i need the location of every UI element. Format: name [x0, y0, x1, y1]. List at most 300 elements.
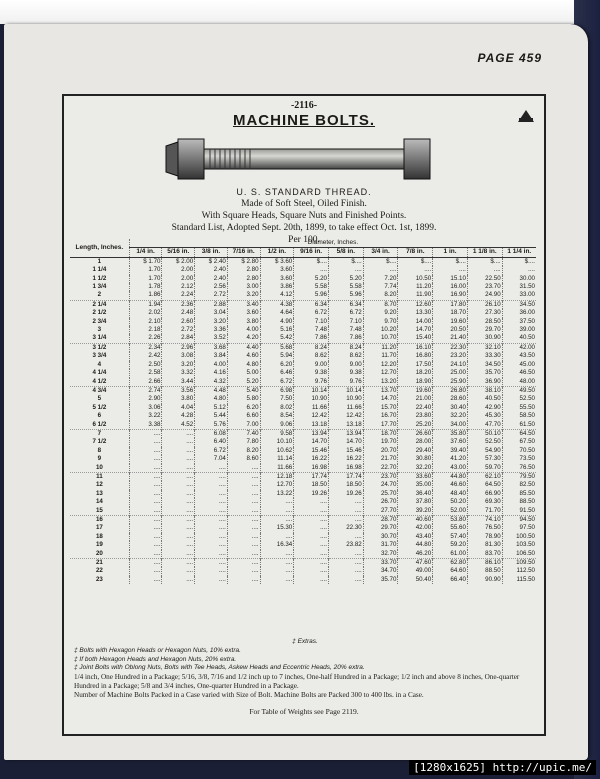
price-cell: 5.58 — [294, 283, 329, 291]
price-cell: .... — [162, 541, 195, 549]
length-cell: 4 3/4 — [70, 386, 129, 395]
price-cell: .... — [162, 576, 195, 584]
price-cell: 16.34 — [260, 541, 294, 549]
price-cell: .... — [227, 524, 260, 532]
length-cell: 11 — [70, 472, 129, 481]
price-cell: 9.76 — [328, 378, 363, 387]
price-cell: 3.00 — [227, 283, 260, 291]
price-cell: 73.50 — [502, 455, 536, 463]
price-cell: 3.04 — [195, 309, 228, 317]
price-cell: 52.50 — [467, 438, 502, 446]
price-cell: $ 1.70 — [129, 257, 162, 266]
price-cell: .... — [195, 524, 228, 532]
diameter-column-header: 7/16 in. — [227, 248, 260, 257]
price-cell: 33.70 — [363, 559, 398, 568]
price-cell: 38.10 — [467, 386, 502, 395]
price-cell: .... — [129, 559, 162, 568]
price-cell: 25.90 — [433, 378, 468, 387]
price-cell: 3.56 — [162, 386, 195, 395]
price-cell: .... — [129, 429, 162, 438]
diameter-column-header: 9/16 in. — [294, 248, 329, 257]
price-cell: 24.90 — [467, 291, 502, 300]
price-cell: 20.70 — [363, 447, 398, 455]
price-cell: .... — [195, 464, 228, 473]
diameter-column-header: 1 in. — [433, 248, 468, 257]
price-cell: 22.40 — [398, 404, 433, 412]
price-cell: .... — [195, 567, 228, 575]
price-cell: 5.20 — [294, 275, 329, 283]
diameter-column-header: 5/8 in. — [328, 248, 363, 257]
price-cell: .... — [129, 524, 162, 532]
price-cell: .... — [162, 490, 195, 498]
price-cell: 13.94 — [294, 429, 329, 438]
price-cell: 9.38 — [328, 369, 363, 377]
price-cell: 9.70 — [363, 318, 398, 326]
price-cell: 2.72 — [195, 291, 228, 300]
price-cell: 29.70 — [467, 326, 502, 334]
price-cell: 12.42 — [328, 412, 363, 420]
table-row — [70, 472, 536, 481]
price-cell: 11.20 — [398, 283, 433, 291]
price-cell: 97.50 — [502, 524, 536, 532]
table-row — [70, 533, 536, 541]
price-cell: 3.06 — [129, 404, 162, 412]
price-cell: 6.34 — [328, 300, 363, 309]
diameter-column-header: 3/8 in. — [195, 248, 228, 257]
price-cell: 1.86 — [129, 291, 162, 300]
price-cell: .... — [294, 576, 329, 584]
price-cell: .... — [294, 550, 329, 559]
price-cell: 28.50 — [467, 318, 502, 326]
price-cell: .... — [129, 447, 162, 455]
price-cell: 25.70 — [363, 490, 398, 498]
price-cell: $.... — [294, 257, 329, 266]
length-cell: 12 — [95, 481, 103, 489]
table-row — [70, 395, 536, 403]
price-cell: 3.38 — [129, 421, 162, 430]
price-cell: .... — [398, 266, 433, 274]
price-cell: 64.50 — [467, 481, 502, 489]
table-row — [70, 421, 536, 430]
table-row — [70, 318, 536, 326]
price-cell: 45.30 — [467, 412, 502, 420]
length-cell: 17 — [95, 524, 103, 532]
price-cell: 88.50 — [502, 498, 536, 506]
price-cell: .... — [195, 550, 228, 559]
price-cell: 69.30 — [467, 498, 502, 506]
price-cell: 103.50 — [502, 541, 536, 549]
price-cell: 21.40 — [433, 334, 468, 343]
price-cell: 2.66 — [129, 378, 162, 387]
price-cell: 34.50 — [502, 300, 536, 309]
price-cell: 11.90 — [398, 291, 433, 300]
table-row — [70, 283, 536, 291]
table-row — [70, 266, 536, 274]
price-cell: 40.60 — [398, 516, 433, 525]
price-cell: 61.50 — [502, 421, 536, 430]
price-cell: .... — [129, 576, 162, 584]
price-cell: 6.20 — [227, 404, 260, 412]
price-cell: 23.70 — [467, 283, 502, 291]
price-cell: 43.50 — [502, 352, 536, 360]
price-cell: 2.42 — [129, 352, 162, 360]
price-cell: 83.70 — [467, 550, 502, 559]
price-cell: $ 3.60 — [260, 257, 294, 266]
price-cell: 44.80 — [433, 472, 468, 481]
price-cell: 86.10 — [467, 559, 502, 568]
price-cell: 5.94 — [260, 352, 294, 360]
price-cell: .... — [260, 533, 294, 541]
price-cell: 78.90 — [467, 533, 502, 541]
price-cell: 45.00 — [502, 361, 536, 369]
price-cell: 13.18 — [328, 421, 363, 430]
price-cell: 35.70 — [467, 369, 502, 377]
price-cell: .... — [328, 516, 363, 525]
price-cell: 62.80 — [433, 559, 468, 568]
price-cell: 16.98 — [328, 464, 363, 473]
price-cell: 12.18 — [260, 472, 294, 481]
price-cell: 5.76 — [195, 421, 228, 430]
price-cell: 2.58 — [129, 369, 162, 377]
price-cell: .... — [328, 559, 363, 568]
spec-line: Standard List, Adopted Sept. 20th, 1899, to take effect Oct. 1st, 1899. — [171, 223, 437, 233]
price-cell: 5.20 — [227, 378, 260, 387]
price-cell: 11.66 — [260, 464, 294, 473]
price-cell: 36.00 — [502, 309, 536, 317]
price-cell: 4.52 — [162, 421, 195, 430]
price-cell: 15.10 — [433, 275, 468, 283]
price-cell: 3.20 — [227, 291, 260, 300]
price-cell: 2.80 — [227, 275, 260, 283]
price-cell: 4.16 — [195, 369, 228, 377]
price-cell: 34.00 — [433, 421, 468, 430]
price-cell: 32.70 — [363, 550, 398, 559]
price-cell: 14.00 — [398, 318, 433, 326]
extras-label: ‡ Extras. — [292, 638, 318, 645]
brand-logo-icon — [516, 108, 536, 126]
price-cell: .... — [162, 507, 195, 516]
price-cell: 11.66 — [328, 404, 363, 412]
price-cell: 2.12 — [162, 283, 195, 291]
price-cell: 50.40 — [398, 576, 433, 584]
price-cell: 2.48 — [162, 309, 195, 317]
price-cell: 24.10 — [433, 361, 468, 369]
price-cell: 13.94 — [328, 429, 363, 438]
price-cell: 13.18 — [294, 421, 329, 430]
length-cell: 15 — [95, 506, 103, 514]
price-cell: 14.70 — [363, 395, 398, 403]
length-cell: 1 3/4 — [92, 283, 107, 291]
price-cell: 17.74 — [294, 472, 329, 481]
price-cell: 10.14 — [328, 386, 363, 395]
price-cell: .... — [328, 550, 363, 559]
length-cell: 5 1/2 — [92, 403, 107, 411]
table-row — [70, 412, 536, 420]
price-cell: 64.60 — [433, 567, 468, 575]
price-cell: .... — [294, 567, 329, 575]
price-cell: 15.30 — [260, 524, 294, 532]
price-cell: 8.20 — [363, 291, 398, 300]
price-cell: .... — [227, 507, 260, 516]
price-cell: .... — [129, 464, 162, 473]
price-cell: 90.90 — [467, 576, 502, 584]
price-cell: 31.50 — [502, 283, 536, 291]
price-cell: 4.32 — [195, 378, 228, 387]
table-row — [70, 550, 536, 559]
price-cell: 52.00 — [433, 507, 468, 516]
price-cell: 1.94 — [129, 300, 162, 309]
price-cell: 26.70 — [363, 498, 398, 506]
price-cell: 32.20 — [433, 412, 468, 420]
price-cell: 25.20 — [398, 421, 433, 430]
price-cell: 43.00 — [433, 464, 468, 473]
price-cell: .... — [129, 567, 162, 575]
price-cell: 5.00 — [227, 369, 260, 377]
table-row — [70, 326, 536, 334]
price-cell: 54.90 — [467, 447, 502, 455]
price-cell: $.... — [398, 257, 433, 266]
price-cell: 4.20 — [227, 334, 260, 343]
price-cell: 40.50 — [502, 334, 536, 343]
price-cell: .... — [129, 498, 162, 506]
price-cell: 11.14 — [260, 455, 294, 463]
price-cell: 28.70 — [363, 516, 398, 525]
price-cell: 3.80 — [227, 318, 260, 326]
price-cell: .... — [129, 550, 162, 559]
price-cell: 8.62 — [294, 352, 329, 360]
price-cell: $ 2.00 — [162, 257, 195, 266]
price-cell: 16.00 — [433, 283, 468, 291]
length-cell: 14 — [95, 498, 103, 506]
price-cell: 12.70 — [363, 369, 398, 377]
price-cell: 81.30 — [467, 541, 502, 549]
table-row — [70, 309, 536, 317]
price-cell: 7.10 — [328, 318, 363, 326]
price-cell: $.... — [467, 257, 502, 266]
price-cell: 2.84 — [162, 334, 195, 343]
price-cell: 74.10 — [467, 516, 502, 525]
price-cell: 2.74 — [129, 386, 162, 395]
price-cell: 2.18 — [129, 326, 162, 334]
length-cell: 7 — [70, 429, 129, 438]
price-cell: 7.86 — [328, 334, 363, 343]
price-cell: .... — [363, 266, 398, 274]
price-cell: 7.48 — [294, 326, 329, 334]
price-cell: .... — [195, 576, 228, 584]
price-cell: 47.70 — [467, 421, 502, 430]
price-cell: 3.68 — [195, 343, 228, 352]
diameter-column-header: 1/2 in. — [260, 248, 294, 257]
price-cell: 22.50 — [467, 275, 502, 283]
price-cell: 36.40 — [398, 490, 433, 498]
price-cell: 10.14 — [294, 386, 329, 395]
table-row — [70, 481, 536, 489]
table-row — [70, 455, 536, 463]
price-cell: 20.50 — [433, 326, 468, 334]
price-cell: 112.50 — [502, 567, 536, 575]
price-cell: 2.00 — [162, 266, 195, 274]
price-cell: 35.00 — [398, 481, 433, 489]
price-cell: .... — [195, 490, 228, 498]
price-cell: .... — [195, 533, 228, 541]
price-cell: 35.80 — [433, 429, 468, 438]
diameter-column-header: 7/8 in. — [398, 248, 433, 257]
price-cell: 76.50 — [467, 524, 502, 532]
price-cell: 17.50 — [398, 361, 433, 369]
spec-line: Made of Soft Steel, Oiled Finish. — [241, 199, 367, 209]
price-cell: 5.12 — [195, 404, 228, 412]
price-cell: 1.78 — [129, 283, 162, 291]
price-cell: 8.60 — [227, 455, 260, 463]
note-joint-bolts: ‡ Joint Bolts with Oblong Nuts, Bolts with Tee Heads, Askew Heads and Eccentric Heads, 20% extra. — [74, 664, 365, 672]
price-cell: 8.20 — [227, 447, 260, 455]
length-cell: 9 — [97, 455, 102, 463]
price-cell: 16.90 — [433, 291, 468, 300]
length-cell: 19 — [95, 541, 103, 549]
price-cell: 49.00 — [398, 567, 433, 575]
price-cell: 88.50 — [467, 567, 502, 575]
price-cell: 5.42 — [260, 334, 294, 343]
price-cell: 2.96 — [162, 343, 195, 352]
table-row — [70, 291, 536, 300]
price-cell: .... — [328, 266, 363, 274]
price-cell: 42.00 — [502, 343, 536, 352]
price-cell: 5.80 — [227, 395, 260, 403]
price-cell: 30.90 — [467, 334, 502, 343]
machine-bolt-illustration — [160, 136, 440, 182]
price-cell: 16.22 — [328, 455, 363, 463]
price-cell: 27.30 — [467, 309, 502, 317]
price-cell: .... — [294, 516, 329, 525]
length-cell: 21 — [70, 559, 129, 568]
price-cell: 50.20 — [433, 498, 468, 506]
price-cell: 34.70 — [363, 567, 398, 575]
price-cell: 3.80 — [162, 395, 195, 403]
price-cell: 53.80 — [433, 516, 468, 525]
price-cell: 2.24 — [162, 291, 195, 300]
length-cell: 2 1/2 — [92, 309, 107, 317]
price-cell: 7.40 — [227, 429, 260, 438]
price-cell: 6.34 — [294, 300, 329, 309]
price-cell: 33.60 — [398, 472, 433, 481]
price-cell: .... — [294, 498, 329, 506]
price-cell: 70.50 — [502, 447, 536, 455]
catalog-number: -2116- — [290, 100, 318, 111]
price-cell: .... — [162, 550, 195, 559]
price-cell: 10.50 — [398, 275, 433, 283]
price-cell: .... — [227, 464, 260, 473]
price-cell: .... — [260, 559, 294, 568]
packing-note: 1/4 inch, One Hundred in a Package; 5/16, 3/8, 7/16 and 1/2 inch up to 7 inches, One-half Hundred in a Package; 1/2 inch and above 8 inches, One-quarter Hundred in a Package; 5/8 and 3/4 inches, One-quarter Hundred in a Package. — [74, 673, 520, 690]
length-cell: 1 1/4 — [92, 266, 107, 274]
price-cell: 30.70 — [363, 533, 398, 541]
price-cell: 15.40 — [398, 334, 433, 343]
price-cell: 23.82 — [328, 541, 363, 549]
price-cell: 2.00 — [162, 275, 195, 283]
price-cell: .... — [129, 490, 162, 498]
price-cell: 6.40 — [195, 438, 228, 446]
price-cell: 9.00 — [328, 361, 363, 369]
page-number: PAGE 459 — [477, 51, 542, 65]
price-cell: 39.20 — [398, 507, 433, 516]
price-cell: .... — [260, 576, 294, 584]
price-cell: 21.00 — [398, 395, 433, 403]
price-cell: 42.90 — [467, 404, 502, 412]
length-cell: 8 — [97, 446, 102, 454]
price-cell: 3.40 — [227, 300, 260, 309]
price-cell: 15.46 — [328, 447, 363, 455]
length-cell: 4 1/2 — [92, 377, 107, 385]
image-watermark: [1280x1625] http://upic.me/ — [409, 760, 596, 775]
price-cell: .... — [227, 550, 260, 559]
price-cell: .... — [129, 438, 162, 446]
price-cell: 2.40 — [195, 275, 228, 283]
price-cell: 28.60 — [433, 395, 468, 403]
price-cell: 57.30 — [467, 455, 502, 463]
price-cell: .... — [162, 464, 195, 473]
price-cell: 31.70 — [363, 541, 398, 549]
price-cell: 33.00 — [502, 291, 536, 300]
price-cell: 8.24 — [328, 343, 363, 352]
price-cell: 3.08 — [162, 352, 195, 360]
table-row — [70, 378, 536, 387]
price-cell: 91.50 — [502, 507, 536, 516]
case-note: Number of Machine Bolts Packed in a Case varied with Size of Bolt. Machine Bolts are Packed 300 to 400 lbs. in a Case. — [74, 690, 424, 699]
price-cell: 3.84 — [195, 352, 228, 360]
price-cell: 62.10 — [467, 472, 502, 481]
length-cell: 22 — [95, 567, 103, 575]
price-cell: 7.20 — [363, 275, 398, 283]
price-cell: 25.00 — [433, 369, 468, 377]
price-cell: 26.60 — [398, 429, 433, 438]
price-cell: .... — [260, 550, 294, 559]
price-cell: 22.30 — [433, 343, 468, 352]
price-cell: 94.50 — [502, 516, 536, 525]
price-cell: 32.10 — [467, 343, 502, 352]
price-cell: 10.90 — [294, 395, 329, 403]
table-row — [70, 429, 536, 438]
price-cell: 41.20 — [433, 455, 468, 463]
price-cell: 11.20 — [363, 343, 398, 352]
price-cell: 4.28 — [162, 412, 195, 420]
price-cell: .... — [227, 576, 260, 584]
diameter-column-header: 3/4 in. — [363, 248, 398, 257]
price-cell: 16.10 — [398, 343, 433, 352]
price-cell: .... — [227, 541, 260, 549]
price-cell: 2.36 — [162, 300, 195, 309]
price-cell: 3.44 — [162, 378, 195, 387]
length-cell: 20 — [95, 549, 103, 557]
price-cell: .... — [129, 541, 162, 549]
price-cell: 4.80 — [227, 361, 260, 369]
price-cell: 23.80 — [398, 412, 433, 420]
price-cell: 76.50 — [502, 464, 536, 473]
price-cell: .... — [162, 524, 195, 532]
price-cell: 50.10 — [467, 429, 502, 438]
price-cell: 4.00 — [227, 326, 260, 334]
table-row — [70, 498, 536, 506]
price-cell: .... — [162, 429, 195, 438]
price-cell: 4.80 — [195, 395, 228, 403]
price-cell: .... — [260, 516, 294, 525]
table-row — [70, 576, 536, 584]
price-cell: 7.50 — [260, 395, 294, 403]
price-cell: 12.20 — [363, 361, 398, 369]
price-cell: 13.22 — [260, 490, 294, 498]
price-cell: 6.72 — [195, 447, 228, 455]
price-cell: 17.74 — [328, 472, 363, 481]
length-cell: 3 3/4 — [92, 352, 107, 360]
